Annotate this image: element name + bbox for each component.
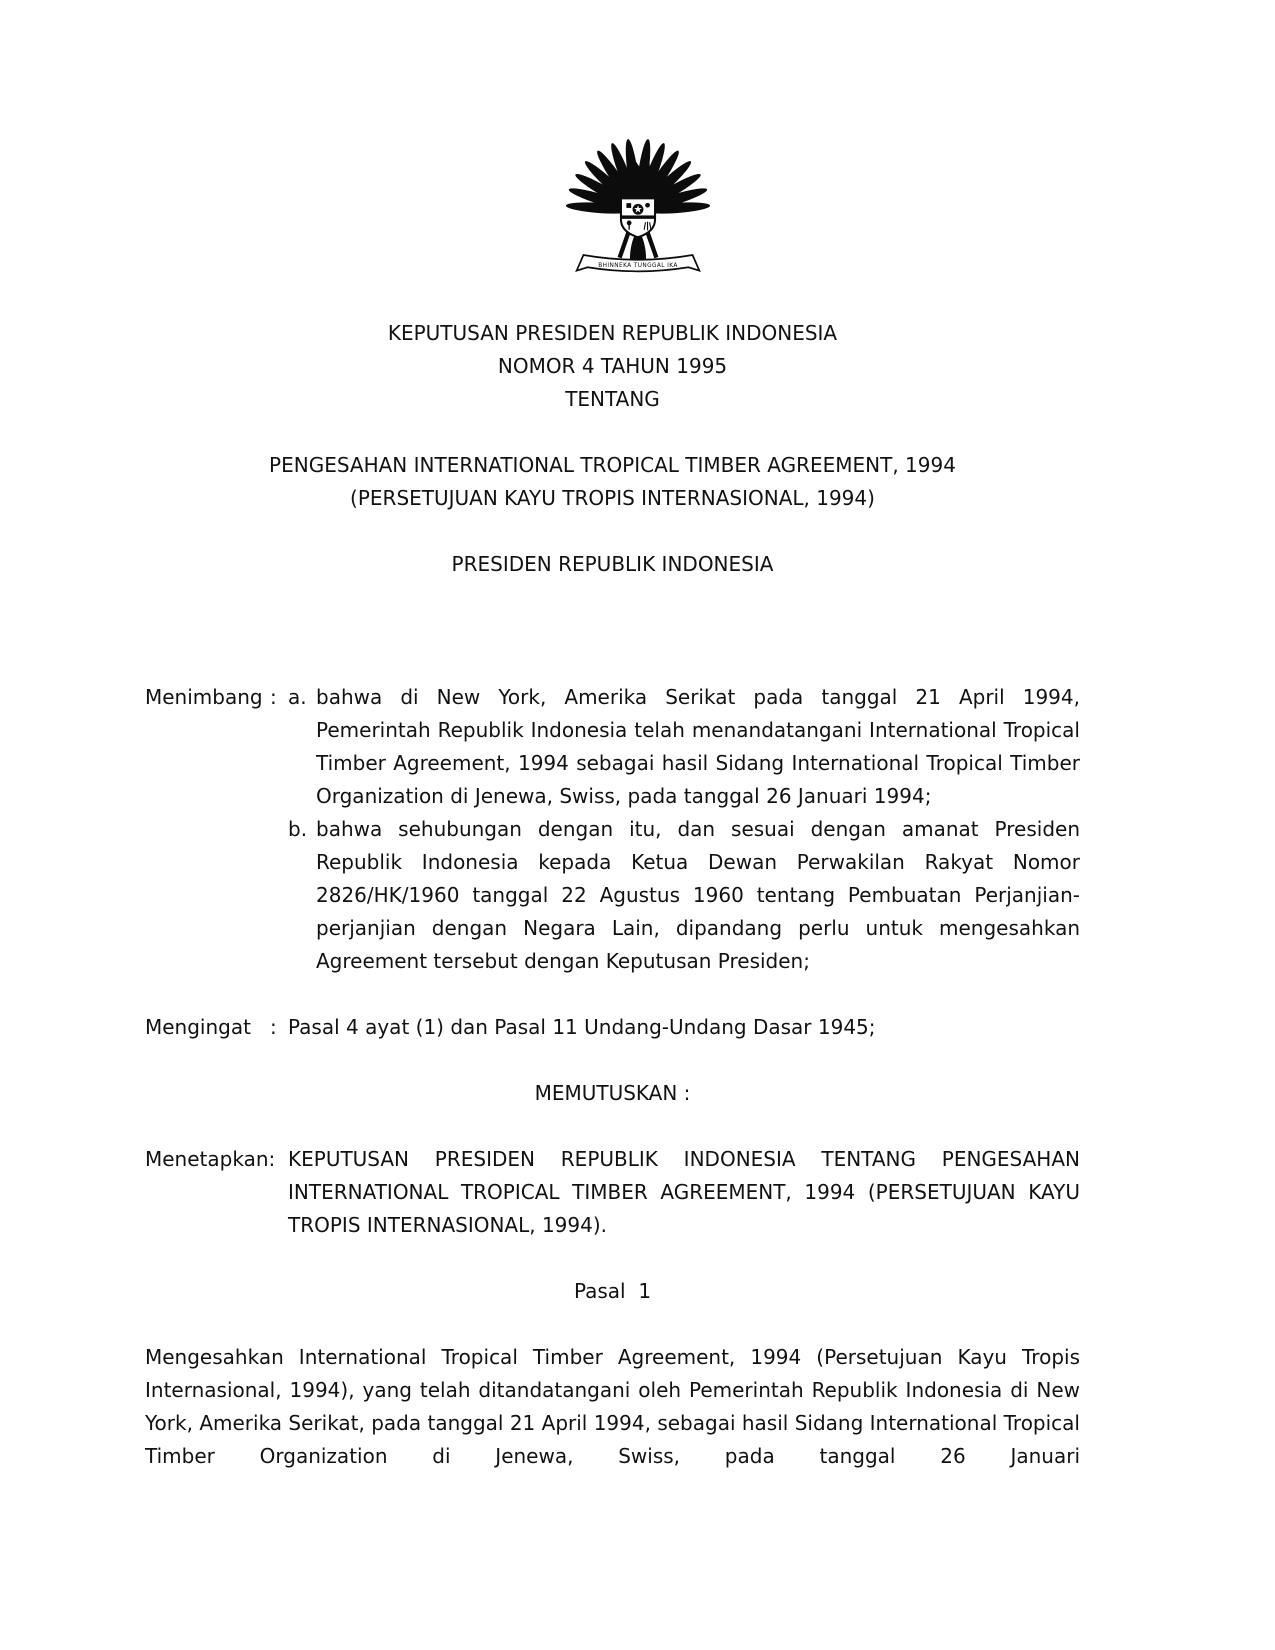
item-b-marker: b. — [288, 817, 308, 841]
menetapkan-label: Menetapkan: — [145, 1147, 276, 1171]
consideration-item-b — [288, 813, 1080, 978]
menimbang-items — [288, 681, 1080, 978]
menetapkan-text: KEPUTUSAN PRESIDEN REPUBLIK INDONESIA TENTANG PENGESAHAN INTERNATIONAL TROPICAL TIMBER AGREEMENT, 1994 (PERSETUJUAN KAYU TROPIS INTERNASIONAL, 1994). — [288, 1147, 1080, 1237]
decree-subject-block — [145, 449, 1080, 515]
menimbang-label: Menimbang — [145, 685, 263, 709]
item-a-marker: a. — [288, 685, 307, 709]
consideration-item-a — [288, 681, 1080, 813]
item-a-text: bahwa di New York, Amerika Serikat pada tanggal 21 April 1994, Pemerintah Republik Indonesia telah menandatangani International Tropical Timber Agreement, 1994 sebagai hasil Sidang International Tropical Timber Organization di Jenewa, Swiss, pada tanggal 26 Januari 1994; — [316, 685, 1080, 808]
decree-title-line-1: KEPUTUSAN PRESIDEN REPUBLIK INDONESIA — [387, 321, 838, 345]
pasal-1-body: Mengesahkan International Tropical Timber Agreement, 1994 (Persetujuan Kayu Tropis Internasional, 1994), yang telah ditandatangani oleh Pemerintah Republik Indonesia di New York, Amerika Serikat, pada tanggal 21 April 1994, sebagai hasil Sidang International Tropical Timber Organization di Jenewa, Swiss, pada tanggal 26 Januari — [145, 1345, 1080, 1468]
decree-title-block — [145, 317, 1080, 416]
decree-subject-line-1: PENGESAHAN INTERNATIONAL TROPICAL TIMBER AGREEMENT, 1994 — [269, 453, 956, 477]
item-b-text: bahwa sehubungan dengan itu, dan sesuai dengan amanat Presiden Republik Indonesia kepada Ketua Dewan Perwakilan Rakyat Nomor 2826/HK/1960 tanggal 22 Agustus 1960 tentang Pembuatan Perjanjian-perjanjian dengan Negara Lain, dipandang perlu untuk mengesahkan Agreement tersebut dengan Keputusan Presiden; — [316, 817, 1080, 973]
decree-subject-line-2: (PERSETUJUAN KAYU TROPIS INTERNASIONAL, 1994) — [350, 486, 875, 510]
menetapkan-section — [145, 1143, 1080, 1242]
mengingat-section — [145, 1011, 1080, 1044]
authority-heading: PRESIDEN REPUBLIK INDONESIA — [451, 552, 774, 576]
garuda-pancasila-emblem — [170, 130, 1105, 287]
pasal-1-heading: Pasal 1 — [573, 1279, 652, 1303]
mengingat-label: Mengingat — [145, 1015, 251, 1039]
mengingat-text: Pasal 4 ayat (1) dan Pasal 11 Undang-Undang Dasar 1945; — [288, 1015, 876, 1039]
decree-title-line-2: NOMOR 4 TAHUN 1995 — [497, 354, 728, 378]
mengingat-colon: : — [270, 1015, 277, 1039]
memutuskan-heading: MEMUTUSKAN : — [534, 1081, 691, 1105]
menimbang-colon: : — [270, 685, 277, 709]
decree-title-line-3: TENTANG — [565, 387, 660, 411]
menimbang-section — [145, 681, 1080, 978]
emblem-motto-text: BHINNEKA TUNGGAL IKA — [597, 263, 678, 270]
garuda-pancasila-icon — [563, 130, 713, 277]
